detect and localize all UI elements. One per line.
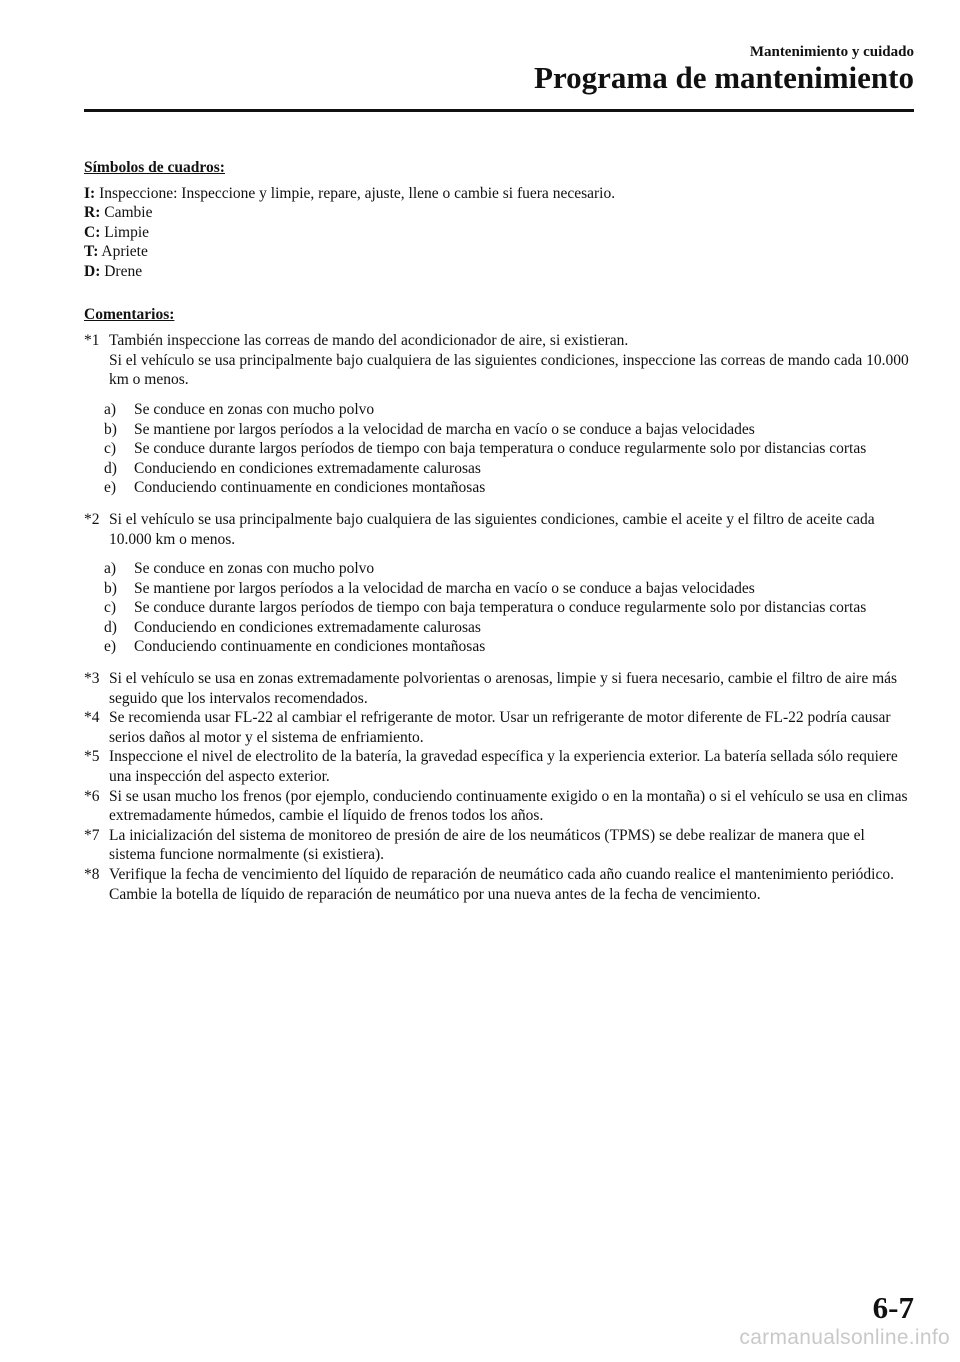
- note-marker: *5: [84, 748, 100, 766]
- note-marker: *1: [84, 332, 100, 350]
- symbol-text: Apriete: [101, 243, 148, 261]
- list-item: [104, 459, 914, 479]
- note-paragraph: Si el vehículo se usa principalmente bajo cualquiera de las siguientes condiciones, cambie el aceite y el filtro de aceite cada 10.000 km o menos.: [109, 510, 875, 548]
- item-letter: b): [104, 579, 117, 597]
- symbol-key: D:: [84, 262, 101, 280]
- comments-heading: Comentarios:: [84, 305, 175, 323]
- list-item: [104, 618, 914, 638]
- note-4: [84, 708, 914, 747]
- note-paragraph: Se recomienda usar FL-22 al cambiar el refrigerante de motor. Usar un refrigerante de motor diferente de FL-22 podría causar serios daños al motor y el sistema de enfriamiento.: [109, 709, 891, 746]
- symbol-key: I:: [84, 184, 96, 202]
- condition-list: [104, 559, 914, 657]
- note-marker: *4: [84, 709, 100, 727]
- item-text: Se conduce en zonas con mucho polvo: [134, 400, 375, 418]
- page-number: 6-7: [872, 1290, 914, 1325]
- item-text: Se mantiene por largos períodos a la velocidad de marcha en vacío o se conduce a bajas velocidades: [134, 420, 755, 438]
- note-body: [109, 510, 914, 549]
- symbol-text: Drene: [104, 262, 143, 280]
- note-body: [109, 331, 914, 390]
- note-6: [84, 787, 914, 826]
- list-item: [104, 439, 914, 459]
- note-body: [109, 708, 914, 747]
- note-body: [109, 747, 914, 786]
- note-body: [109, 669, 914, 708]
- page-title: Programa de mantenimiento: [534, 60, 914, 95]
- note-paragraph: Si se usan mucho los frenos (por ejemplo, conduciendo continuamente exigido o en la montaña) o si el vehículo se usa en climas extremadamente húmedos, cambie el líquido de frenos todos los años.: [109, 787, 908, 825]
- note-marker: *8: [84, 866, 100, 883]
- symbols-list: [84, 184, 914, 282]
- list-item: [104, 637, 914, 657]
- item-text: Se mantiene por largos períodos a la velocidad de marcha en vacío o se conduce a bajas velocidades: [134, 579, 755, 597]
- note-marker: *7: [84, 826, 100, 844]
- note-body: [109, 787, 914, 826]
- note-paragraph: Inspeccione el nivel de electrolito de la batería, la gravedad específica y la experiencia exterior. La batería sellada sólo requiere una inspección del aspecto exterior.: [109, 748, 898, 786]
- item-letter: d): [104, 459, 117, 477]
- note-1: [84, 331, 914, 390]
- watermark: carmanualsonline.info: [739, 1326, 950, 1349]
- list-item: [104, 478, 914, 498]
- item-text: Se conduce en zonas con mucho polvo: [134, 560, 375, 578]
- item-text: Conduciendo en condiciones extremadamente calurosas: [134, 459, 481, 477]
- note-7: [84, 826, 914, 865]
- note-body: [109, 826, 914, 865]
- item-text: Se conduce durante largos períodos de tiempo con baja temperatura o conduce regularmente solo por distancias cortas: [134, 599, 867, 617]
- list-item: [104, 420, 914, 440]
- symbol-row: [84, 242, 914, 262]
- note-paragraph: La inicialización del sistema de monitoreo de presión de aire de los neumáticos (TPMS) se debe realizar de manera que el sistema funcione normalmente (si existiera).: [109, 826, 865, 864]
- note-body: [109, 865, 914, 904]
- symbol-text: Limpie: [104, 223, 150, 241]
- item-letter: b): [104, 420, 117, 438]
- symbols-heading: Símbolos de cuadros:: [84, 159, 225, 176]
- item-text: Conduciendo continuamente en condiciones montañosas: [134, 638, 486, 656]
- item-text: Conduciendo continuamente en condiciones montañosas: [134, 479, 486, 497]
- note-paragraph: También inspeccione las correas de mando del acondicionador de aire, si existieran.: [109, 332, 629, 350]
- note-marker: *6: [84, 787, 100, 805]
- item-letter: e): [104, 479, 117, 497]
- section-header: Mantenimiento y cuidado: [749, 44, 914, 60]
- note-3: [84, 669, 914, 708]
- item-letter: c): [104, 599, 117, 617]
- note-paragraph: Si el vehículo se usa principalmente bajo cualquiera de las siguientes condiciones, inspeccione las correas de mando cada 10.000 km o menos.: [109, 351, 909, 389]
- symbol-key: T:: [84, 243, 99, 261]
- note-marker: *3: [84, 670, 100, 688]
- note-2: [84, 510, 914, 549]
- item-letter: a): [104, 560, 117, 578]
- note-paragraph: Verifique la fecha de vencimiento del líquido de reparación de neumático cada año cuando realice el mantenimiento periódico. Cambie la botella de líquido de reparación de neumático por una nueva antes de la fecha de vencimiento.: [109, 866, 894, 903]
- list-item: [104, 559, 914, 579]
- note-8: [84, 865, 914, 904]
- item-text: Conduciendo en condiciones extremadamente calurosas: [134, 618, 481, 636]
- list-item: [104, 579, 914, 599]
- symbol-row: [84, 203, 914, 223]
- list-item: [104, 598, 914, 618]
- item-text: Se conduce durante largos períodos de tiempo con baja temperatura o conduce regularmente solo por distancias cortas: [134, 440, 867, 458]
- symbol-row: [84, 262, 914, 282]
- symbol-key: R:: [84, 204, 101, 222]
- symbol-row: [84, 223, 914, 243]
- item-letter: d): [104, 618, 117, 636]
- header-divider: [84, 109, 914, 112]
- symbol-key: C:: [84, 223, 101, 241]
- list-item: [104, 400, 914, 420]
- symbol-text: Inspeccione: Inspeccione y limpie, repare, ajuste, llene o cambie si fuera necesario.: [99, 184, 616, 202]
- item-letter: e): [104, 638, 117, 656]
- symbol-text: Cambie: [104, 204, 153, 222]
- note-5: [84, 747, 914, 786]
- note-paragraph: Si el vehículo se usa en zonas extremadamente polvorientas o arenosas, limpie y si fuera necesario, cambie el filtro de aire más seguido que los intervalos recomendados.: [109, 670, 898, 707]
- symbol-row: [84, 184, 914, 204]
- page-content: [84, 158, 914, 904]
- condition-list: [104, 400, 914, 498]
- note-marker: *2: [84, 510, 100, 528]
- item-letter: c): [104, 440, 117, 458]
- item-letter: a): [104, 400, 117, 418]
